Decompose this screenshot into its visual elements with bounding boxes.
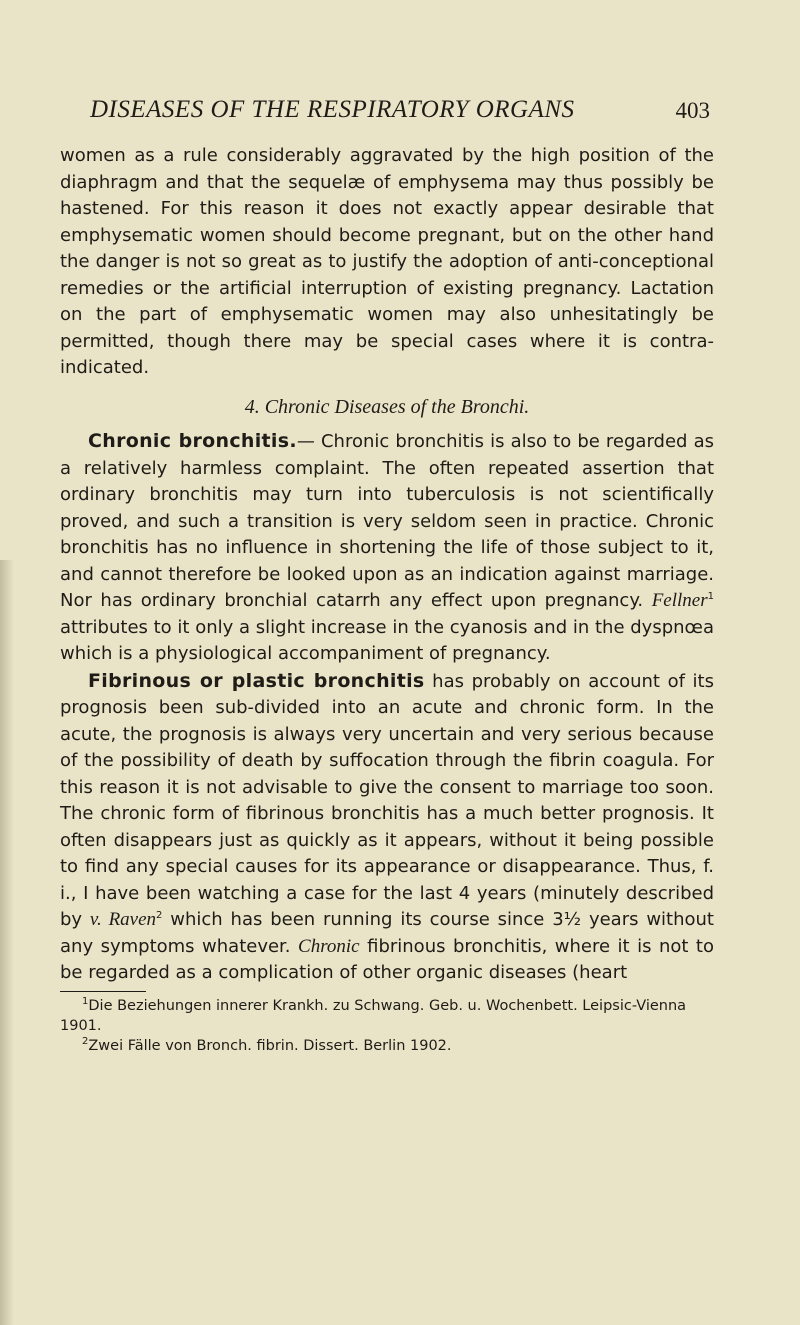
footnote-2	[60, 1036, 714, 1056]
page-body	[60, 143, 714, 1056]
paragraph-text: attributes to it only a slight increase in the cyanosis and in the dyspnœa which is a physiological accompaniment of pregnancy.	[60, 616, 714, 664]
paragraph-fibrinous-bronchitis	[60, 668, 714, 987]
footnotes	[60, 996, 714, 1056]
footnote-ref-2: 2	[156, 910, 163, 921]
footnote-1	[60, 996, 714, 1036]
section-number: 4.	[244, 395, 260, 418]
footnote-text: Zwei Fälle von Bronch. fibrin. Dissert. Berlin 1902.	[88, 1037, 452, 1054]
paragraph-text: fibrinous bronchitis, where it is not to be regarded as a complication of other organic diseases (heart	[60, 935, 714, 983]
paragraph-text: has probably on account of its prognosis been sub-divided into an acute and chronic form. In the acute, the prognosis is always very uncertain and very serious because of the possibility of death by suffocation through the fibrin coagula. For this reason it is not advisable to give the consent to marriage too soon. The chronic form of fibrinous bronchitis has a much better prognosis. It often disappears just as quickly as it appears, without it being possible to find any special causes for its appearance or disappearance. Thus, f. i., I have been watching a case for the last 4 years (minutely described by	[60, 670, 714, 930]
footnote-mark: 2	[82, 1035, 89, 1047]
author-name: Fellner	[651, 590, 708, 611]
paragraph-chronic-bronchitis	[60, 428, 714, 668]
italic-word: Chronic	[298, 935, 360, 957]
run-in-heading-fibrinous-bronchitis: Fibrinous or plastic bronchitis	[88, 669, 425, 692]
footnote-ref-1: 1	[707, 591, 714, 602]
footnote-mark: 1	[82, 995, 89, 1007]
paragraph-text: which has been running its course since 3½ years without any symptoms whatever.	[60, 909, 714, 957]
page-gutter-shadow	[0, 560, 14, 1325]
page-number: 403	[675, 98, 710, 123]
footnote-rule	[60, 991, 146, 992]
paragraph-emphysema: women as a rule considerably aggravated by the high position of the diaphragm and that the sequelæ of emphysema may thus possibly be hastened. For this reason it does not exactly appear desirable that emphysematic women should become pregnant, but on the other hand the danger is not so great as to justify the adoption of anti-conceptional remedies or the artificial interruption of existing pregnancy. Lactation on the part of emphysematic women may also unhesitatingly be permitted, though there may be special cases where it is contra-indicated.	[60, 145, 714, 378]
section-heading	[60, 394, 714, 421]
author-name: v. Raven	[89, 909, 157, 930]
section-title: Chronic Diseases of the Bronchi.	[264, 395, 530, 418]
footnote-text: Die Beziehungen innerer Krankh. zu Schwang. Geb. u. Wochenbett. Leipsic-Vienna 1901.	[60, 997, 687, 1034]
running-head: DISEASES OF THE RESPIRATORY ORGANS	[90, 96, 575, 123]
run-in-heading-chronic-bronchitis: Chronic bronchitis.	[88, 430, 297, 452]
page-header	[90, 96, 710, 130]
paragraph-text: — Chronic bronchitis is also to be regarded as a relatively harmless complaint. The often repeated assertion that ordinary bronchitis may turn into tuberculosis is not scientifically proved, and such a transition is very seldom seen in practice. Chronic bronchitis has no influence in shortening the life of those subject to it, and cannot therefore be looked upon as an indication against marriage. Nor has ordinary bronchial catarrh any effect upon pregnancy.	[60, 431, 714, 611]
